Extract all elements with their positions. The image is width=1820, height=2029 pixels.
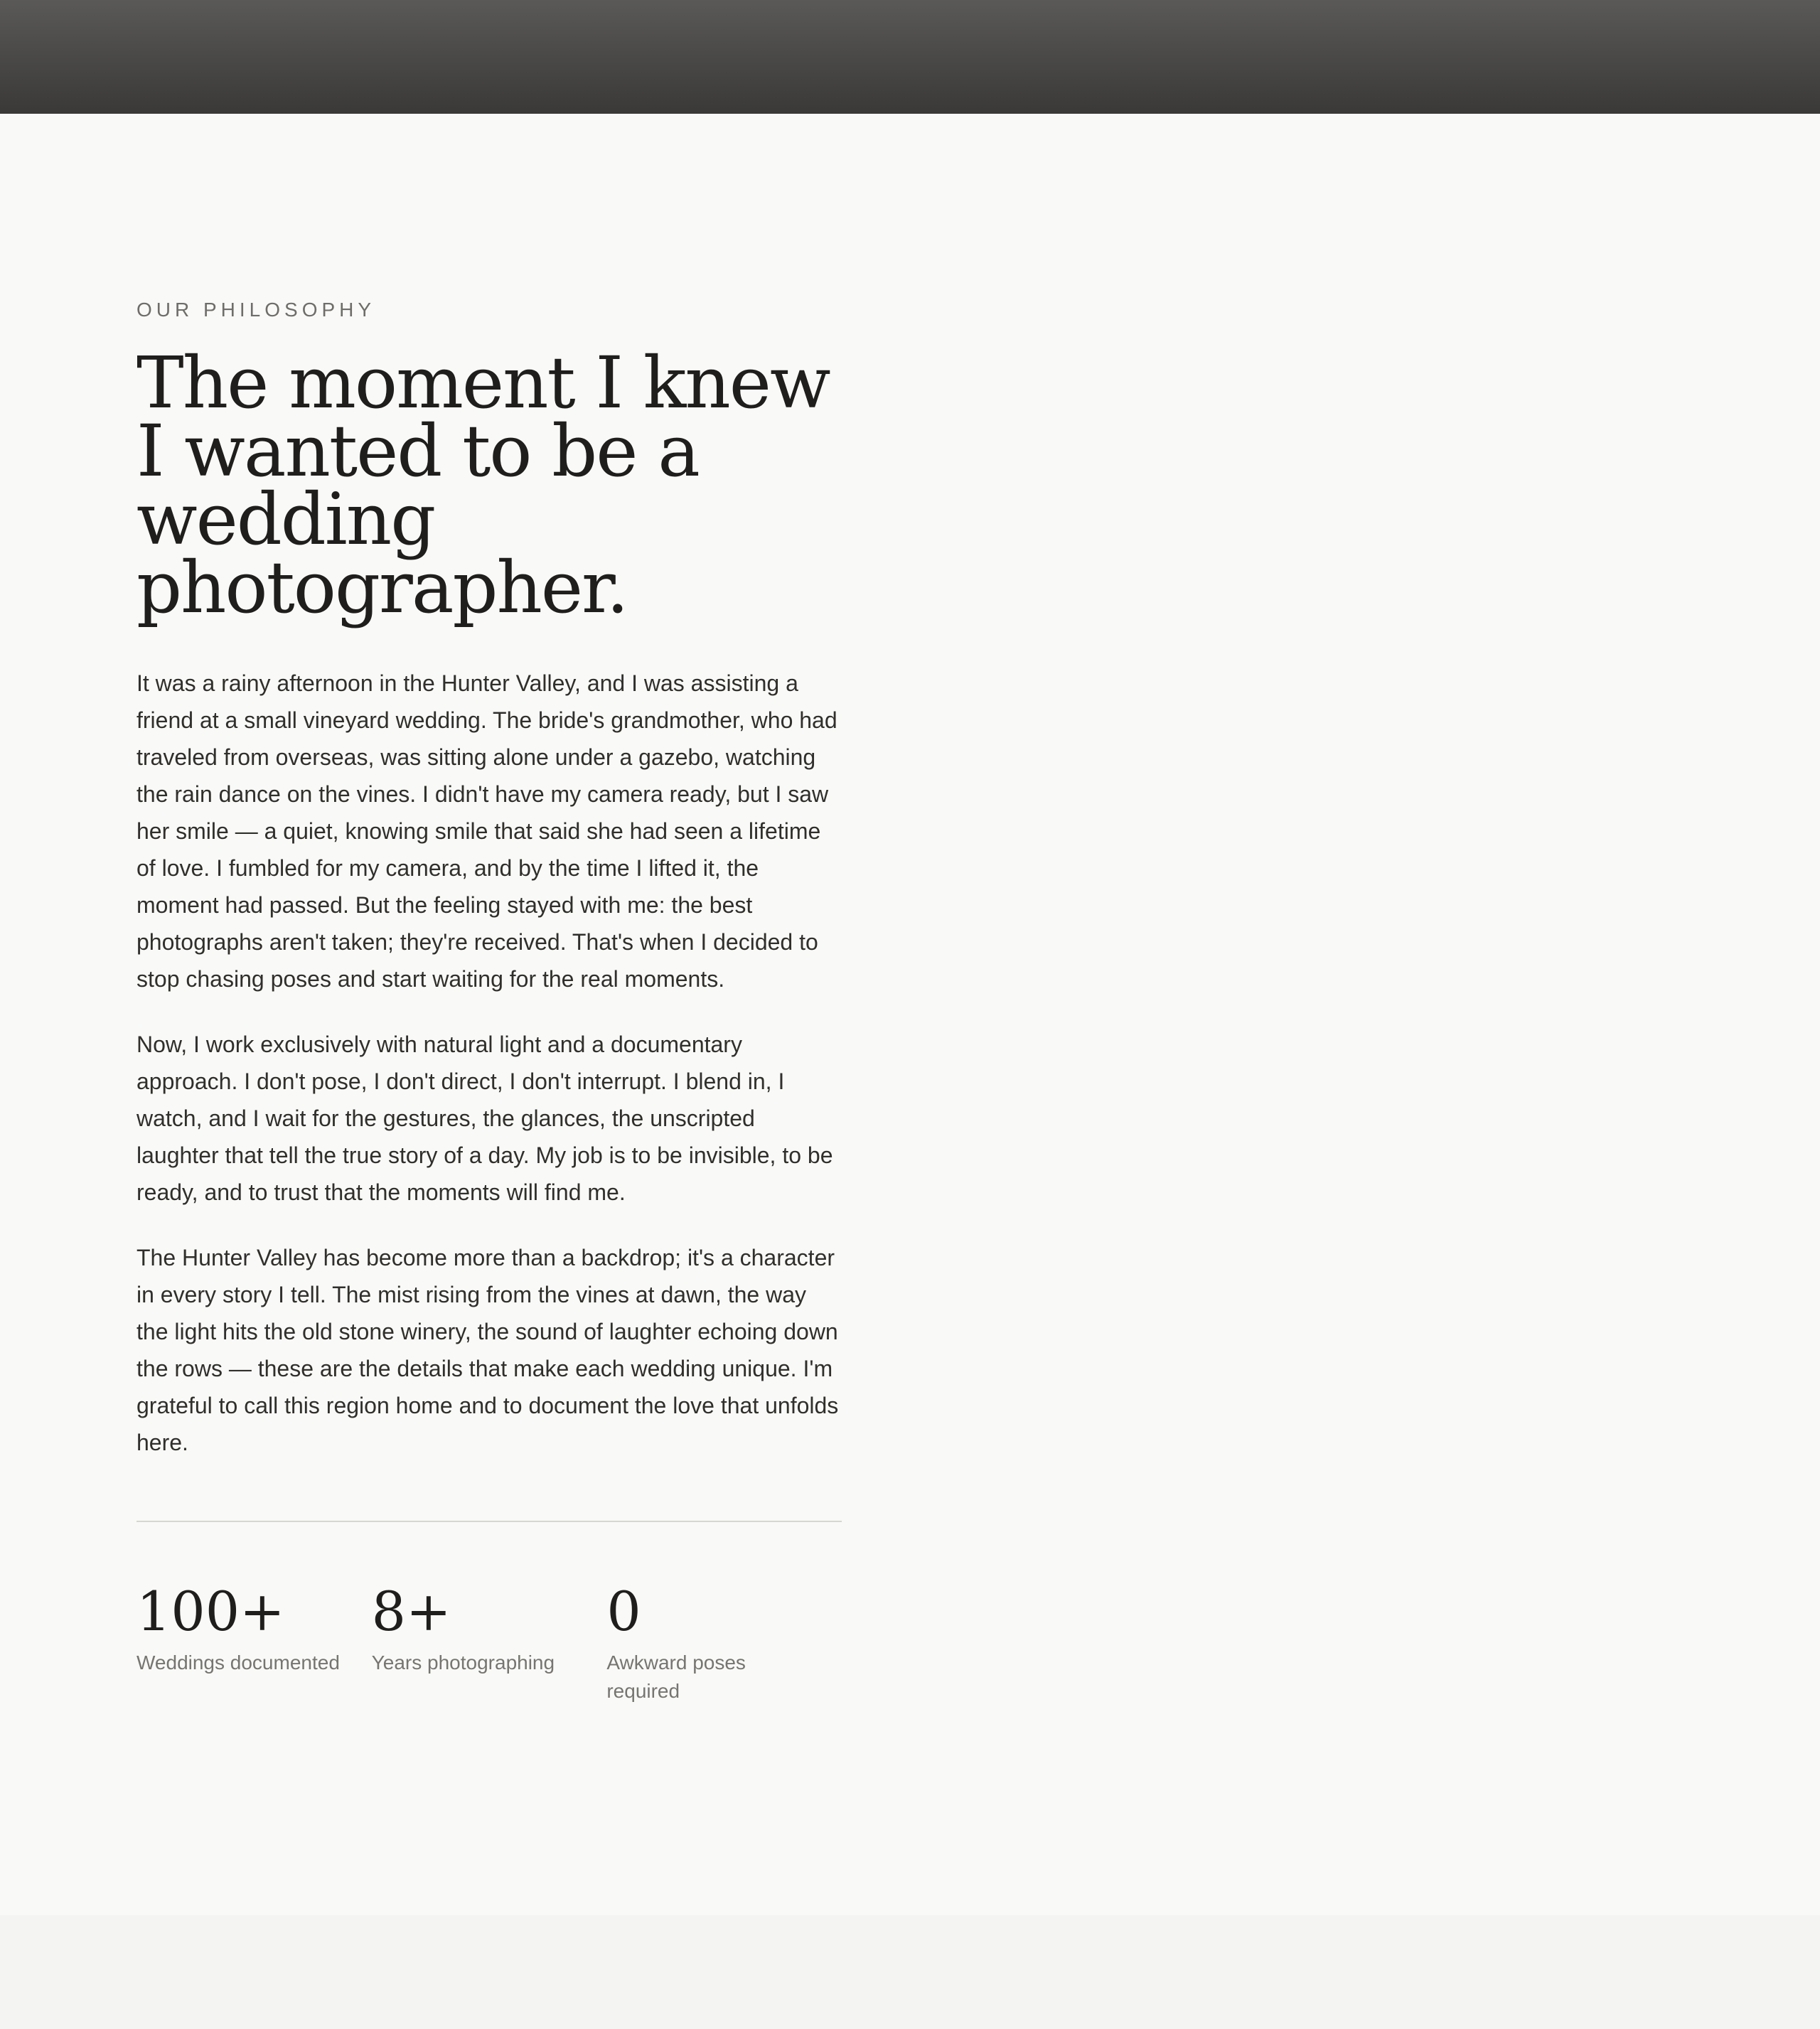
stat-years [371,1580,607,1706]
stat-label: Awkward poses required [606,1651,746,1703]
stats-row [136,1580,842,1706]
stat-poses [606,1580,842,1706]
story-paragraph-1: It was a rainy afternoon in the Hunter Valley, and I was assisting a friend at a small vineyard wedding. The bride's grandmother, who had traveled from overseas, was sitting alone under a gazebo, watching the rain dance on the vines. I didn't have my camera ready, but I saw her smile — a quiet, knowing smile that said she had seen a lifetime of love. I fumbled for my camera, and by the time I lifted it, the moment had passed. But the feeling stayed with me: the best photographs aren't taken; they're received. That's when I decided to stop chasing poses and start waiting for the real moments. [136,670,837,992]
stat-value: 100+ [136,1580,285,1644]
stat-value: 8+ [371,1580,451,1644]
section-divider [136,1521,842,1522]
stat-label: Years photographing [371,1651,555,1674]
stat-weddings [136,1580,372,1706]
story-paragraph-2: Now, I work exclusively with natural light and a documentary approach. I don't pose, I don't direct, I don't interrupt. I blend in, I watch, and I wait for the gestures, the glances, the unscripted laughter that tell the true story of a day. My job is to be invisible, to be ready, and to trust that the moments will find me. [136,1032,833,1206]
header-band [0,0,1820,114]
stat-value: 0 [606,1580,641,1644]
footer-band [0,1915,1820,2029]
philosophy-content [136,296,842,1706]
story-paragraph-3: The Hunter Valley has become more than a backdrop; it's a character in every story I tell. The mist rising from the vines at dawn, the way the light hits the old stone winery, the sound of laughter echoing down the rows — these are the details that make each wedding unique. I'm grateful to call this region home and to document the love that unfolds here. [136,1245,839,1456]
philosophy-section [0,114,1820,1915]
section-headline: The moment I knew I wanted to be a wedding photographer. [136,341,830,630]
section-eyebrow: OUR PHILOSOPHY [136,299,376,321]
stat-label: Weddings documented [136,1651,340,1674]
